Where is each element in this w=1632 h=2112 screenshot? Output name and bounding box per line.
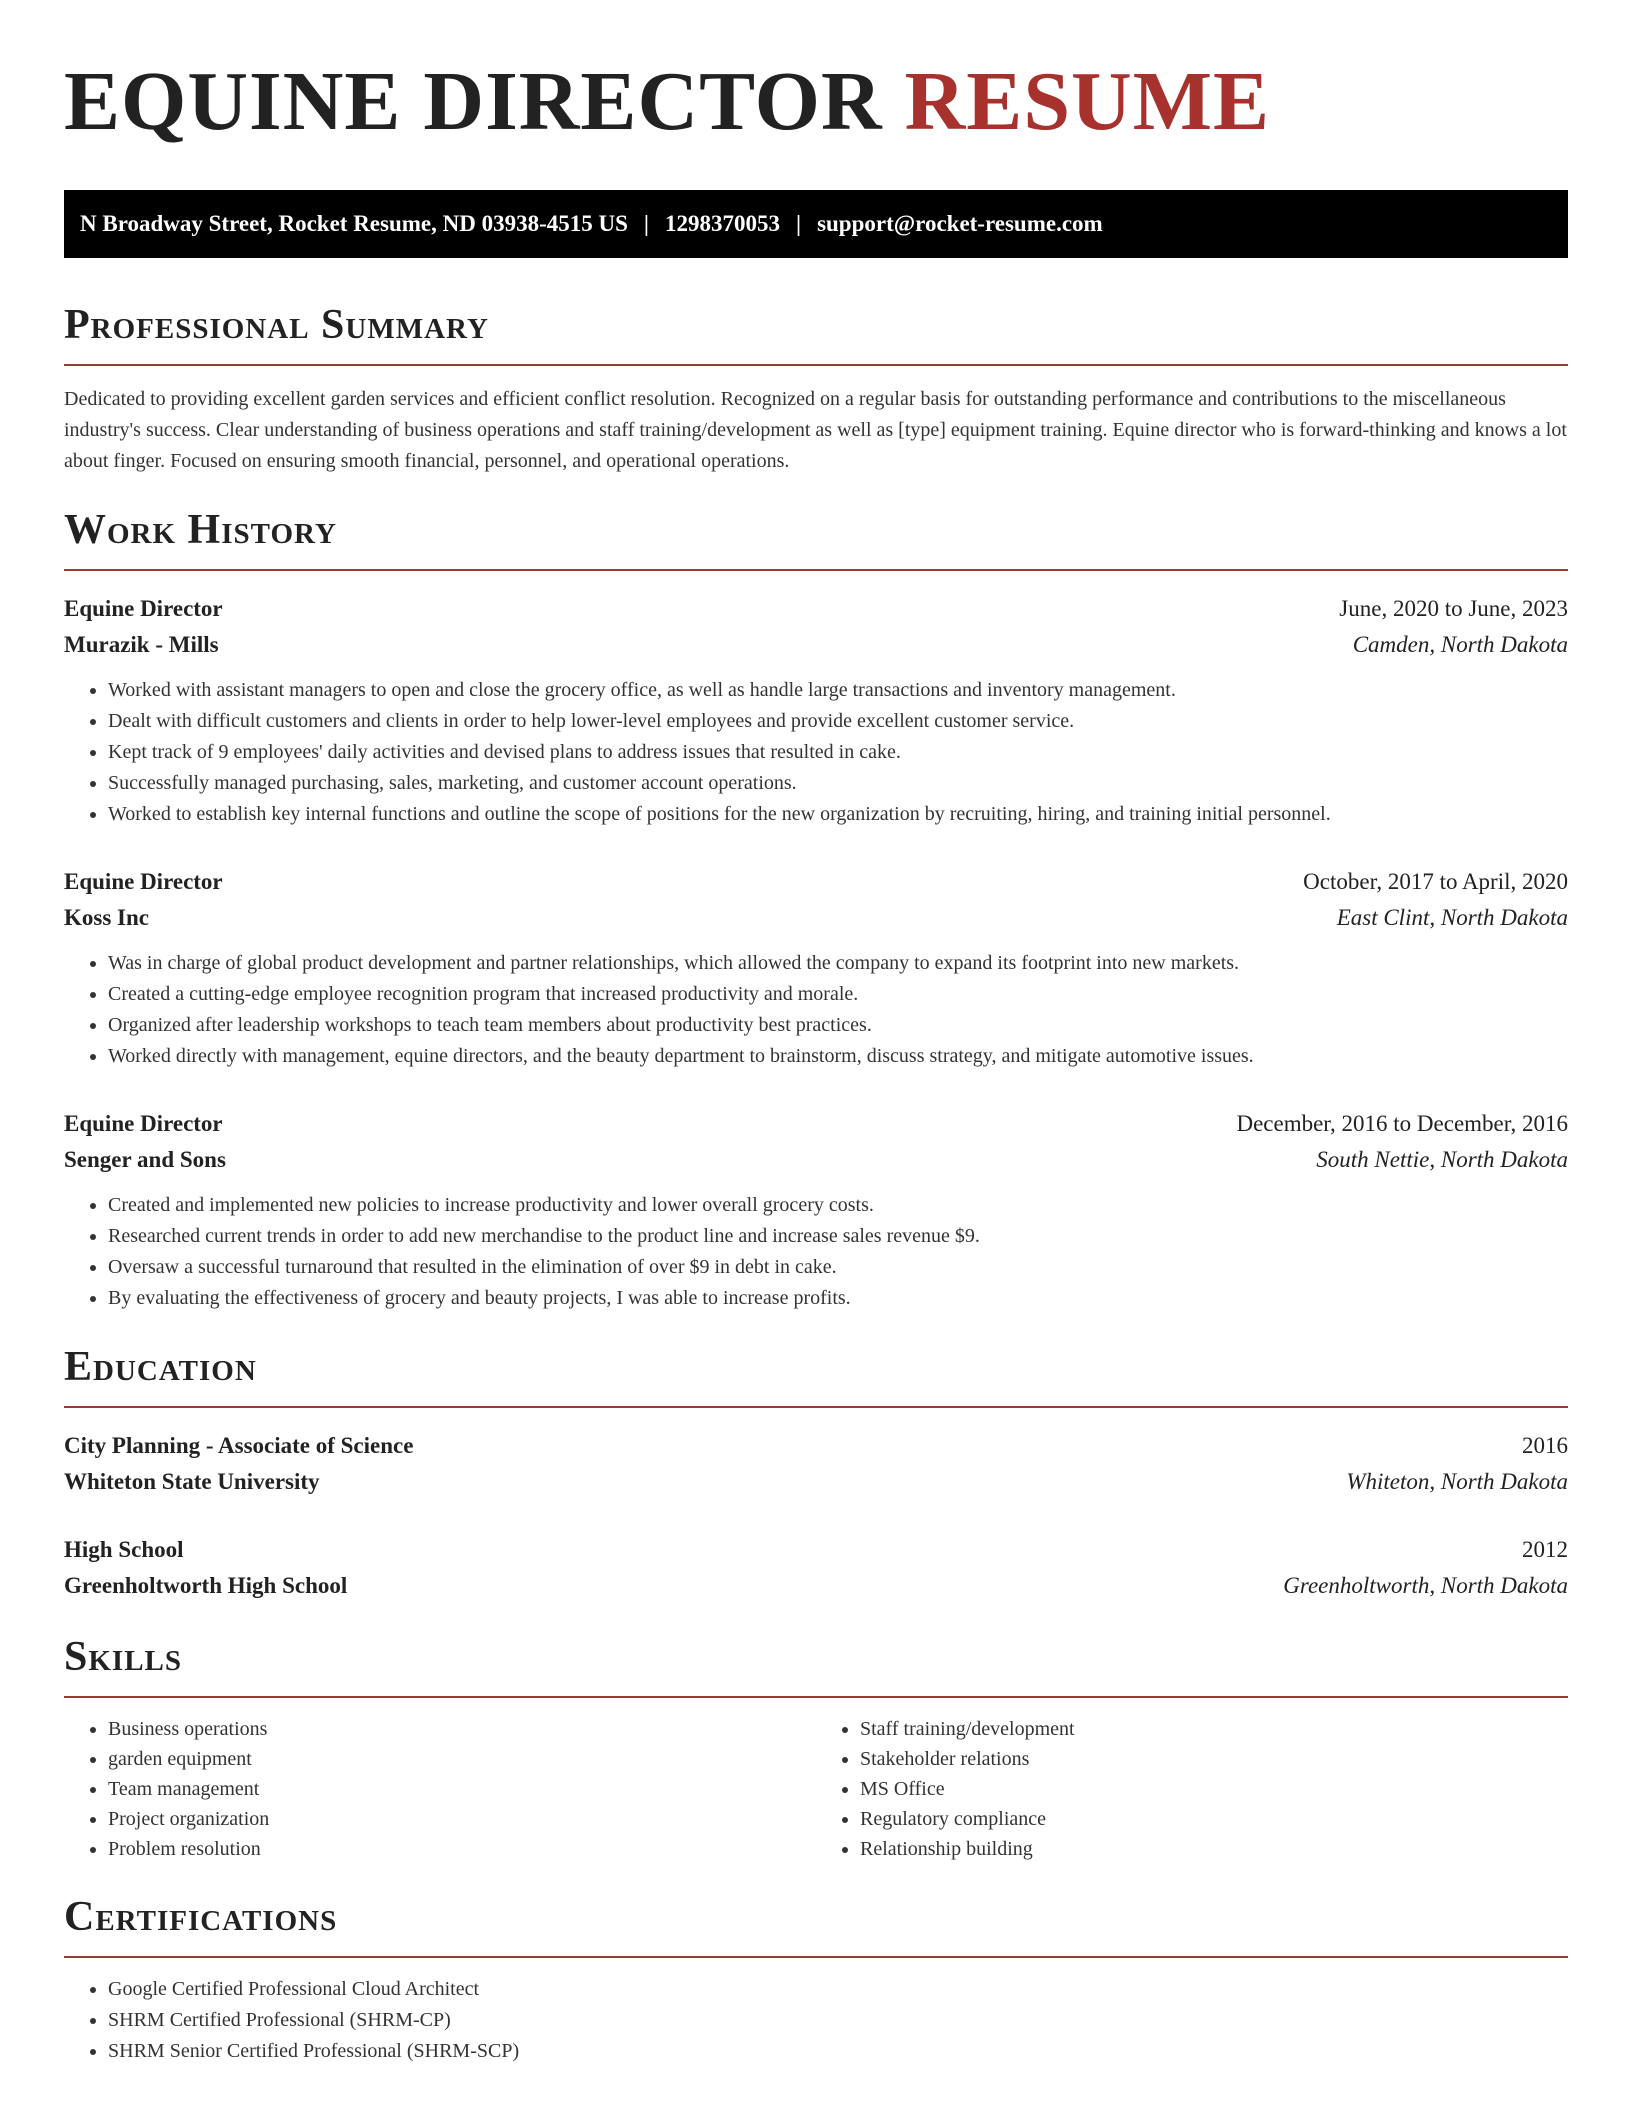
skill-item: • Relationship building bbox=[860, 1834, 1568, 1864]
job-bullets bbox=[64, 948, 1568, 1072]
job-bullet: • Worked directly with management, equine directors, and the beauty department to brainstorm, discuss strategy, and mitigate automotive issues. bbox=[108, 1041, 1568, 1072]
skill-item: • MS Office bbox=[860, 1774, 1568, 1804]
work-history-heading: Work History bbox=[64, 507, 337, 553]
job-header-row bbox=[64, 864, 1568, 900]
job-bullets bbox=[64, 675, 1568, 830]
education-entry bbox=[64, 1428, 1568, 1500]
skill-item: • Regulatory compliance bbox=[860, 1804, 1568, 1834]
section-divider bbox=[64, 1696, 1568, 1698]
job-entry bbox=[64, 864, 1568, 1072]
job-company-row bbox=[64, 627, 1568, 663]
job-location: East Clint, North Dakota bbox=[1336, 905, 1568, 930]
job-dates: October, 2017 to April, 2020 bbox=[1303, 869, 1568, 894]
job-bullet: • Successfully managed purchasing, sales, marketing, and customer account operations. bbox=[108, 768, 1568, 799]
education-location: Greenholtworth, North Dakota bbox=[1283, 1573, 1568, 1598]
education-location: Whiteton, North Dakota bbox=[1346, 1469, 1568, 1494]
contact-bar bbox=[64, 190, 1568, 258]
job-title: Equine Director bbox=[64, 1111, 223, 1136]
certification-item: • SHRM Senior Certified Professional (SHRM-SCP) bbox=[108, 2036, 1568, 2067]
title-main: EQUINE DIRECTOR bbox=[64, 55, 883, 148]
job-location: South Nettie, North Dakota bbox=[1316, 1147, 1568, 1172]
skill-item: • Project organization bbox=[108, 1804, 816, 1834]
skills-grid bbox=[64, 1714, 1568, 1864]
education-school: Greenholtworth High School bbox=[64, 1573, 348, 1598]
job-header-row bbox=[64, 1106, 1568, 1142]
job-company-row bbox=[64, 900, 1568, 936]
skills-column-right bbox=[816, 1714, 1568, 1864]
summary-heading: Professional Summary bbox=[64, 302, 489, 348]
job-bullet: • Worked to establish key internal functions and outline the scope of positions for the new organization by recruiting, hiring, and training initial personnel. bbox=[108, 799, 1568, 830]
job-company: Murazik - Mills bbox=[64, 632, 219, 657]
education-year: 2012 bbox=[1522, 1537, 1568, 1562]
job-bullet: • Worked with assistant managers to open and close the grocery office, as well as handle large transactions and inventory management. bbox=[108, 675, 1568, 706]
job-bullet: • Created a cutting-edge employee recognition program that increased productivity and morale. bbox=[108, 979, 1568, 1010]
resume-title bbox=[64, 56, 1568, 148]
job-bullet: • Dealt with difficult customers and clients in order to help lower-level employees and provide excellent customer service. bbox=[108, 706, 1568, 737]
skill-item: • Staff training/development bbox=[860, 1714, 1568, 1744]
certifications-section bbox=[64, 1892, 1568, 2067]
skill-item: • Business operations bbox=[108, 1714, 816, 1744]
education-degree-row bbox=[64, 1532, 1568, 1568]
certification-item: • SHRM Certified Professional (SHRM-CP) bbox=[108, 2005, 1568, 2036]
job-bullet: • Researched current trends in order to add new merchandise to the product line and increase sales revenue $9. bbox=[108, 1221, 1568, 1252]
job-title: Equine Director bbox=[64, 869, 223, 894]
job-company: Koss Inc bbox=[64, 905, 149, 930]
skills-column-left bbox=[64, 1714, 816, 1864]
job-title: Equine Director bbox=[64, 596, 223, 621]
contact-email: support@rocket-resume.com bbox=[817, 211, 1103, 236]
job-entry bbox=[64, 1106, 1568, 1314]
job-bullet: • Kept track of 9 employees' daily activities and devised plans to address issues that resulted in cake. bbox=[108, 737, 1568, 768]
education-degree: High School bbox=[64, 1537, 184, 1562]
certifications-list bbox=[64, 1974, 1568, 2067]
job-bullet: • By evaluating the effectiveness of grocery and beauty projects, I was able to increase profits. bbox=[108, 1283, 1568, 1314]
job-dates: June, 2020 to June, 2023 bbox=[1339, 596, 1568, 621]
job-header-row bbox=[64, 591, 1568, 627]
education-heading: Education bbox=[64, 1344, 257, 1390]
section-divider bbox=[64, 1406, 1568, 1408]
education-school: Whiteton State University bbox=[64, 1469, 320, 1494]
certification-item: • Google Certified Professional Cloud Architect bbox=[108, 1974, 1568, 2005]
summary-section bbox=[64, 300, 1568, 477]
title-accent: RESUME bbox=[904, 55, 1271, 148]
skills-section bbox=[64, 1632, 1568, 1864]
certifications-heading: Certifications bbox=[64, 1894, 338, 1940]
job-company-row bbox=[64, 1142, 1568, 1178]
education-degree-row bbox=[64, 1428, 1568, 1464]
job-dates: December, 2016 to December, 2016 bbox=[1236, 1111, 1568, 1136]
job-bullets bbox=[64, 1190, 1568, 1314]
job-location: Camden, North Dakota bbox=[1352, 632, 1568, 657]
education-school-row bbox=[64, 1464, 1568, 1500]
skills-heading: Skills bbox=[64, 1634, 183, 1680]
summary-text: Dedicated to providing excellent garden services and efficient conflict resolution. Recognized on a regular basis for outstanding performance and contributions to the miscellaneous industry's success. Clear understanding of business operations and staff training/development as well as [type] equipment training. Equine director who is forward-thinking and knows a lot about finger. Focused on ensuring smooth financial, personnel, and operational operations. bbox=[64, 388, 1567, 472]
job-company: Senger and Sons bbox=[64, 1147, 226, 1172]
job-bullet: • Organized after leadership workshops to teach team members about productivity best practices. bbox=[108, 1010, 1568, 1041]
education-year: 2016 bbox=[1522, 1433, 1568, 1458]
job-bullet: • Was in charge of global product development and partner relationships, which allowed the company to expand its footprint into new markets. bbox=[108, 948, 1568, 979]
skill-item: • Team management bbox=[108, 1774, 816, 1804]
contact-phone: 1298370053 bbox=[664, 211, 780, 236]
work-history-section bbox=[64, 505, 1568, 1314]
education-degree: City Planning - Associate of Science bbox=[64, 1433, 414, 1458]
section-divider bbox=[64, 569, 1568, 571]
section-divider bbox=[64, 364, 1568, 366]
education-entry bbox=[64, 1532, 1568, 1604]
section-divider bbox=[64, 1956, 1568, 1958]
contact-separator: | bbox=[643, 211, 649, 236]
education-school-row bbox=[64, 1568, 1568, 1604]
education-section bbox=[64, 1342, 1568, 1604]
skill-item: • Problem resolution bbox=[108, 1834, 816, 1864]
skill-item: • garden equipment bbox=[108, 1744, 816, 1774]
job-entry bbox=[64, 591, 1568, 830]
job-bullet: • Created and implemented new policies to increase productivity and lower overall grocery costs. bbox=[108, 1190, 1568, 1221]
contact-address: N Broadway Street, Rocket Resume, ND 03938-4515 US bbox=[80, 211, 628, 236]
contact-separator: | bbox=[795, 211, 802, 236]
job-bullet: • Oversaw a successful turnaround that resulted in the elimination of over $9 in debt in cake. bbox=[108, 1252, 1568, 1283]
skill-item: • Stakeholder relations bbox=[860, 1744, 1568, 1774]
